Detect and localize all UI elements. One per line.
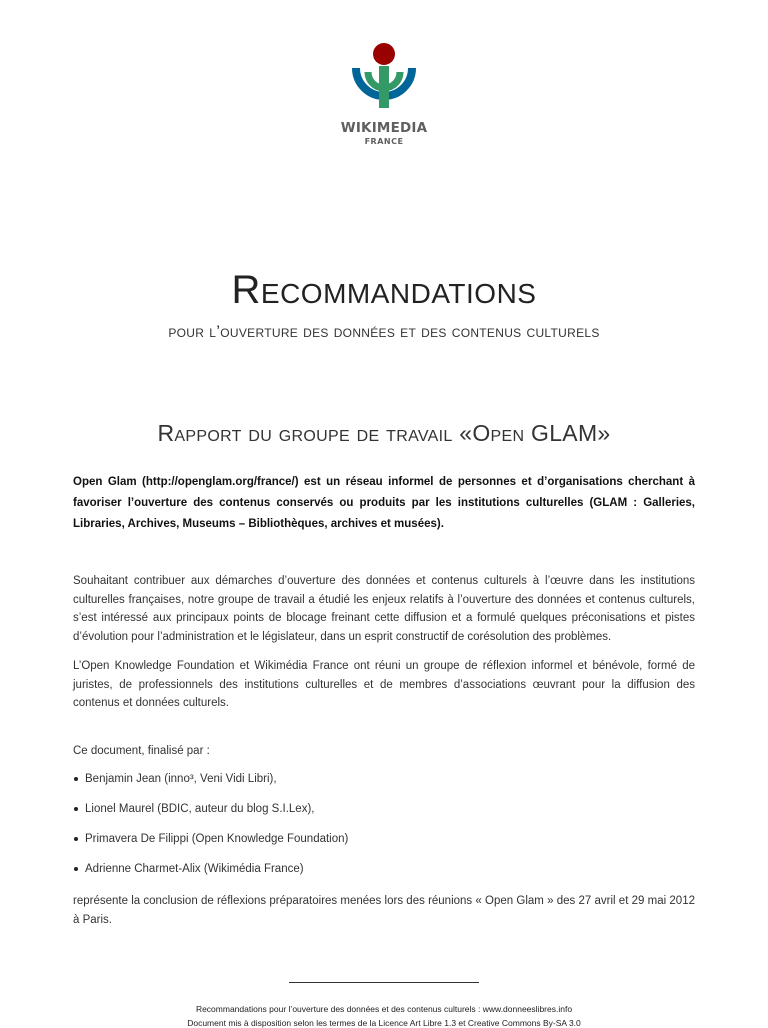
author-name: Benjamin Jean (inno³, Veni Vidi Libri), <box>85 773 277 785</box>
author-name: Adrienne Charmet-Alix (Wikimédia France) <box>85 863 304 875</box>
author-name: Lionel Maurel (BDIC, auteur du blog S.I.Lex), <box>85 803 315 815</box>
authors-list <box>73 770 695 890</box>
list-item <box>73 830 695 860</box>
page-subtitle: pour l’ouverture des données et des contenus culturels <box>168 322 600 341</box>
paragraph: L’Open Knowledge Foundation et Wikimédia France ont réuni un groupe de réflexion informel et bénévole, formé de juristes, de professionnels des institutions culturelles et de membres d’associations œuvrant pour la diffusion des contenus et données culturels. <box>73 660 695 709</box>
author-name: Primavera De Filippi (Open Knowledge Foundation) <box>85 833 349 845</box>
wikimedia-france-logo <box>334 40 434 150</box>
bullet-icon <box>74 867 78 871</box>
paragraph: Souhaitant contribuer aux démarches d’ouverture des données et contenus culturels à l’œuvre dans les institutions culturelles françaises, notre groupe de travail a étudié les enjeux relatifs à l’ouverture des données et contenus culturels, s’est intéressé aux principaux points de blocage freinant cette diffusion et a formulé quelques préconisations et pistes d’évolution pour l’administration et le législateur, dans un esprit constructif de corésolution des problèmes. <box>73 575 695 643</box>
intro-paragraph: Open Glam (http://openglam.org/france/) est un réseau informel de personnes et d’organisations cherchant à favoriser l’ouverture des contenus conservés ou produits par les institutions culturelles (GLAM : Galleries, Libraries, Archives, Museums – Bibliothèques, archives et musées). <box>73 476 695 530</box>
list-item <box>73 800 695 830</box>
logo-subtitle: FRANCE <box>364 137 404 146</box>
authors-intro: Ce document, finalisé par : <box>73 745 210 757</box>
bullet-icon <box>74 777 78 781</box>
list-item <box>73 860 695 890</box>
logo-wordmark: WIKIMEDIA <box>340 120 428 136</box>
footer-line: Recommandations pour l’ouverture des données et des contenus culturels : www.donneeslibres.info <box>195 1004 573 1014</box>
footer-license: Document mis à disposition selon les termes de la Licence Art Libre 1.3 et Creative Commons By-SA 3.0 <box>187 1018 581 1028</box>
bullet-icon <box>74 807 78 811</box>
bullet-icon <box>74 837 78 841</box>
list-item <box>73 770 695 800</box>
wikimedia-logo-icon <box>345 42 423 120</box>
report-title: Rapport du groupe de travail «Open GLAM» <box>157 420 611 446</box>
conclusion-paragraph: représente la conclusion de réflexions préparatoires menées lors des réunions « Open Glam » des 27 avril et 29 mai 2012 à Paris. <box>73 895 695 926</box>
page-title: Recommandations <box>231 268 537 312</box>
footer-divider <box>289 982 479 983</box>
